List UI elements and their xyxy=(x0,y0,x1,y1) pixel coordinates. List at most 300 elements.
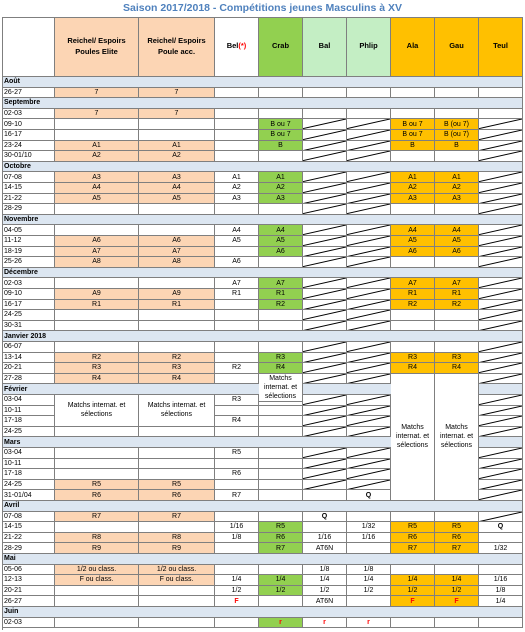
data-cell: A6 xyxy=(435,247,479,258)
data-cell: R6 xyxy=(215,469,259,480)
data-cell: B xyxy=(391,141,435,152)
data-cell xyxy=(303,289,347,300)
data-cell xyxy=(259,109,303,120)
data-cell xyxy=(139,119,215,130)
month-header: Décembre xyxy=(2,268,523,279)
data-cell xyxy=(215,88,259,99)
data-cell: R3 xyxy=(139,363,215,374)
data-cell: R1 xyxy=(215,289,259,300)
data-cell xyxy=(347,141,391,152)
slash-mark xyxy=(347,374,390,384)
data-cell xyxy=(347,406,391,417)
slash-mark xyxy=(303,183,346,193)
data-cell: Q xyxy=(347,490,391,501)
slash-mark xyxy=(479,300,522,310)
competition-calendar-table xyxy=(2,17,523,630)
data-cell xyxy=(479,247,523,258)
data-cell: A4 xyxy=(139,183,215,194)
slash-mark xyxy=(303,289,346,299)
data-cell xyxy=(303,183,347,194)
data-cell: 1/2 ou class. xyxy=(139,565,215,576)
data-cell xyxy=(55,119,139,130)
data-cell xyxy=(303,257,347,268)
data-cell: A4 xyxy=(391,225,435,236)
slash-mark xyxy=(479,130,522,140)
data-cell xyxy=(347,395,391,406)
header-teul: Teul xyxy=(479,17,523,77)
data-cell: A4 xyxy=(215,225,259,236)
slash-mark xyxy=(347,300,390,310)
data-cell: A5 xyxy=(139,194,215,205)
data-cell: A2 xyxy=(55,151,139,162)
date-cell: 20-21 xyxy=(2,586,55,597)
date-cell: 21-22 xyxy=(2,194,55,205)
data-cell: B xyxy=(435,141,479,152)
data-cell xyxy=(479,119,523,130)
data-cell xyxy=(139,448,215,459)
data-cell xyxy=(347,88,391,99)
data-cell: A3 xyxy=(215,194,259,205)
data-cell: A2 xyxy=(391,183,435,194)
slash-mark xyxy=(303,310,346,320)
header-date xyxy=(2,17,55,77)
slash-mark xyxy=(479,490,522,500)
date-cell: 07-08 xyxy=(2,172,55,183)
slash-mark xyxy=(347,459,390,469)
data-cell: R3 xyxy=(259,353,303,364)
data-cell xyxy=(303,236,347,247)
data-cell: R2 xyxy=(139,353,215,364)
data-cell: A1 xyxy=(391,172,435,183)
data-cell xyxy=(347,374,391,385)
data-cell xyxy=(347,204,391,215)
data-cell xyxy=(303,88,347,99)
data-cell: A3 xyxy=(55,172,139,183)
slash-mark xyxy=(347,469,390,479)
data-cell: B xyxy=(259,141,303,152)
month-header: Octobre xyxy=(2,162,523,173)
slash-mark xyxy=(479,374,522,384)
data-cell xyxy=(479,490,523,501)
data-cell: 1/4 xyxy=(479,596,523,607)
data-cell xyxy=(215,119,259,130)
date-cell: 24-25 xyxy=(2,310,55,321)
data-cell: A1 xyxy=(55,141,139,152)
month-header: Juin xyxy=(2,607,523,618)
data-cell: 1/16 xyxy=(303,533,347,544)
slash-mark xyxy=(347,204,390,214)
data-cell xyxy=(303,194,347,205)
data-cell xyxy=(479,310,523,321)
data-cell xyxy=(55,310,139,321)
data-cell: 1/16 xyxy=(479,575,523,586)
data-cell xyxy=(215,353,259,364)
data-cell xyxy=(259,427,303,438)
data-cell: r xyxy=(347,618,391,629)
data-cell: R4 xyxy=(215,416,259,427)
data-cell xyxy=(347,427,391,438)
slash-mark xyxy=(479,289,522,299)
data-cell: R7 xyxy=(435,543,479,554)
slash-mark xyxy=(303,416,346,426)
header-bel-note: (*) xyxy=(238,41,247,51)
date-cell: 25-26 xyxy=(2,257,55,268)
slash-mark xyxy=(303,204,346,214)
data-cell xyxy=(479,565,523,576)
date-cell: 02-03 xyxy=(2,278,55,289)
data-cell: 1/2 xyxy=(435,586,479,597)
data-cell xyxy=(435,512,479,523)
data-cell xyxy=(303,109,347,120)
slash-mark xyxy=(479,204,522,214)
date-cell: 23-24 xyxy=(2,141,55,152)
data-cell xyxy=(215,151,259,162)
data-cell xyxy=(55,427,139,438)
data-cell xyxy=(139,459,215,470)
data-cell: A7 xyxy=(391,278,435,289)
data-cell xyxy=(435,151,479,162)
data-cell: R2 xyxy=(215,363,259,374)
data-cell xyxy=(215,141,259,152)
data-cell: R2 xyxy=(391,300,435,311)
date-cell: 21-22 xyxy=(2,533,55,544)
date-cell: 12-13 xyxy=(2,575,55,586)
data-cell: 1/2 xyxy=(215,586,259,597)
slash-mark xyxy=(479,183,522,193)
slash-mark xyxy=(347,448,390,458)
data-cell: r xyxy=(259,618,303,629)
data-cell xyxy=(55,596,139,607)
data-cell xyxy=(139,427,215,438)
data-cell xyxy=(259,448,303,459)
date-cell: 13-14 xyxy=(2,353,55,364)
slash-mark xyxy=(479,119,522,129)
data-cell xyxy=(139,130,215,141)
month-header: Février xyxy=(2,384,523,395)
slash-mark xyxy=(303,225,346,235)
slash-mark xyxy=(479,194,522,204)
merged-matchs-internat-cell: Matchs internat. et sélections xyxy=(259,374,303,402)
data-cell xyxy=(139,278,215,289)
data-cell xyxy=(347,109,391,120)
data-cell xyxy=(215,618,259,629)
header-reichel-acc: Reichel/ Espoirs Poule acc. xyxy=(139,17,215,77)
data-cell: A6 xyxy=(215,257,259,268)
data-cell: A8 xyxy=(55,257,139,268)
data-cell xyxy=(215,374,259,385)
data-cell: 1/8 xyxy=(479,586,523,597)
data-cell xyxy=(479,353,523,364)
header-phlip: Phlip xyxy=(347,17,391,77)
data-cell: A2 xyxy=(435,183,479,194)
data-cell: A9 xyxy=(139,289,215,300)
slash-mark xyxy=(303,236,346,246)
data-cell: A6 xyxy=(139,236,215,247)
data-cell xyxy=(259,151,303,162)
data-cell: B ou 7 xyxy=(259,130,303,141)
data-cell xyxy=(259,469,303,480)
slash-mark xyxy=(347,130,390,140)
data-cell: 1/4 xyxy=(347,575,391,586)
date-cell: 04-05 xyxy=(2,225,55,236)
date-cell: 24-25 xyxy=(2,427,55,438)
data-cell xyxy=(215,300,259,311)
slash-mark xyxy=(303,469,346,479)
header-bel-label: Bel xyxy=(226,41,239,51)
data-cell xyxy=(479,225,523,236)
data-cell xyxy=(347,448,391,459)
data-cell xyxy=(347,278,391,289)
date-cell: 18-19 xyxy=(2,247,55,258)
data-cell: 1/32 xyxy=(479,543,523,554)
data-cell: 7 xyxy=(139,109,215,120)
data-cell: R6 xyxy=(55,490,139,501)
data-cell xyxy=(303,406,347,417)
data-cell xyxy=(303,490,347,501)
data-cell xyxy=(55,522,139,533)
data-cell: A1 xyxy=(435,172,479,183)
slash-mark xyxy=(303,342,346,352)
data-cell xyxy=(347,469,391,480)
data-cell xyxy=(303,172,347,183)
data-cell xyxy=(391,204,435,215)
slash-mark xyxy=(303,130,346,140)
slash-mark xyxy=(303,395,346,405)
date-cell: 14-15 xyxy=(2,183,55,194)
data-cell xyxy=(55,586,139,597)
slash-mark xyxy=(303,480,346,490)
data-cell: R6 xyxy=(391,533,435,544)
data-cell xyxy=(139,522,215,533)
date-cell: 03-04 xyxy=(2,395,55,406)
data-cell: R2 xyxy=(435,300,479,311)
date-cell: 02-03 xyxy=(2,109,55,120)
data-cell xyxy=(391,109,435,120)
data-cell: A4 xyxy=(55,183,139,194)
data-cell: 1/8 xyxy=(303,565,347,576)
data-cell: 1/2 ou class. xyxy=(55,565,139,576)
header-bel xyxy=(215,17,259,77)
data-cell xyxy=(479,406,523,417)
date-cell: 17-18 xyxy=(2,469,55,480)
data-cell xyxy=(347,183,391,194)
data-cell xyxy=(391,257,435,268)
data-cell xyxy=(391,565,435,576)
data-cell xyxy=(215,109,259,120)
slash-mark xyxy=(347,236,390,246)
data-cell xyxy=(391,151,435,162)
data-cell: AT6N xyxy=(303,543,347,554)
slash-mark xyxy=(303,374,346,384)
data-cell: A2 xyxy=(139,151,215,162)
data-cell xyxy=(347,310,391,321)
data-cell xyxy=(139,342,215,353)
slash-mark xyxy=(303,353,346,363)
data-cell xyxy=(259,406,303,417)
data-cell: 1/8 xyxy=(347,565,391,576)
date-cell: 27-28 xyxy=(2,374,55,385)
slash-mark xyxy=(479,321,522,331)
data-cell: A4 xyxy=(259,225,303,236)
data-cell xyxy=(259,480,303,491)
data-cell xyxy=(215,543,259,554)
page-title: Saison 2017/2018 - Compétitions jeunes Masculins à XV xyxy=(123,2,402,14)
date-cell: 17-18 xyxy=(2,416,55,427)
header-crab: Crab xyxy=(259,17,303,77)
header-gau: Gau xyxy=(435,17,479,77)
data-cell xyxy=(303,522,347,533)
data-cell xyxy=(479,618,523,629)
data-cell xyxy=(435,342,479,353)
data-cell xyxy=(259,204,303,215)
data-cell xyxy=(479,151,523,162)
data-cell: A7 xyxy=(139,247,215,258)
date-cell: 09-10 xyxy=(2,119,55,130)
slash-mark xyxy=(303,448,346,458)
slash-mark xyxy=(347,321,390,331)
data-cell: R4 xyxy=(391,363,435,374)
data-cell: Q xyxy=(303,512,347,523)
data-cell: A3 xyxy=(435,194,479,205)
slash-mark xyxy=(303,172,346,182)
data-cell xyxy=(435,618,479,629)
data-cell xyxy=(215,565,259,576)
data-cell xyxy=(259,88,303,99)
month-header: Septembre xyxy=(2,98,523,109)
data-cell: 1/4 xyxy=(303,575,347,586)
date-cell: 10-11 xyxy=(2,406,55,417)
data-cell: R1 xyxy=(139,300,215,311)
data-cell xyxy=(347,459,391,470)
data-cell xyxy=(435,257,479,268)
data-cell xyxy=(139,321,215,332)
data-cell: 1/16 xyxy=(347,533,391,544)
data-cell xyxy=(55,469,139,480)
data-cell: F xyxy=(435,596,479,607)
data-cell xyxy=(347,321,391,332)
slash-mark xyxy=(479,342,522,352)
data-cell: A3 xyxy=(139,172,215,183)
data-cell xyxy=(139,310,215,321)
data-cell xyxy=(259,416,303,427)
data-cell xyxy=(347,194,391,205)
data-cell xyxy=(303,448,347,459)
data-cell xyxy=(347,543,391,554)
data-cell: R9 xyxy=(139,543,215,554)
data-cell: R7 xyxy=(55,512,139,523)
data-cell: B ou 7 xyxy=(391,119,435,130)
data-cell xyxy=(479,130,523,141)
data-cell xyxy=(303,151,347,162)
data-cell xyxy=(303,141,347,152)
slash-mark xyxy=(347,363,390,373)
slash-mark xyxy=(303,151,346,161)
data-cell xyxy=(479,363,523,374)
data-cell: R4 xyxy=(259,363,303,374)
data-cell xyxy=(391,512,435,523)
data-cell xyxy=(347,353,391,364)
data-cell: R6 xyxy=(435,533,479,544)
data-cell: R5 xyxy=(55,480,139,491)
data-cell xyxy=(259,257,303,268)
month-header: Janvier 2018 xyxy=(2,331,523,342)
data-cell xyxy=(55,618,139,629)
month-header: Avril xyxy=(2,501,523,512)
slash-mark xyxy=(479,236,522,246)
data-cell: 1/2 xyxy=(347,586,391,597)
data-cell xyxy=(303,480,347,491)
data-cell xyxy=(347,512,391,523)
data-cell xyxy=(259,490,303,501)
data-cell: R9 xyxy=(55,543,139,554)
data-cell xyxy=(259,310,303,321)
data-cell xyxy=(479,204,523,215)
data-cell: B ou 7 xyxy=(259,119,303,130)
data-cell: R6 xyxy=(259,533,303,544)
date-cell: 30-31 xyxy=(2,321,55,332)
data-cell: A5 xyxy=(55,194,139,205)
data-cell xyxy=(435,321,479,332)
date-cell: 24-25 xyxy=(2,480,55,491)
data-cell: 1/4 xyxy=(215,575,259,586)
slash-mark xyxy=(347,183,390,193)
slash-mark xyxy=(347,310,390,320)
date-cell: 10-11 xyxy=(2,459,55,470)
data-cell: R2 xyxy=(55,353,139,364)
data-cell: A7 xyxy=(259,278,303,289)
data-cell xyxy=(347,300,391,311)
data-cell xyxy=(479,512,523,523)
data-cell xyxy=(347,151,391,162)
data-cell xyxy=(479,374,523,385)
date-cell: 31-01/04 xyxy=(2,490,55,501)
slash-mark xyxy=(347,119,390,129)
date-cell: 30-01/10 xyxy=(2,151,55,162)
slash-mark xyxy=(347,480,390,490)
data-cell: 1/4 xyxy=(391,575,435,586)
data-cell xyxy=(391,618,435,629)
data-cell: R5 xyxy=(259,522,303,533)
data-cell xyxy=(303,119,347,130)
data-cell xyxy=(259,342,303,353)
data-cell: R1 xyxy=(435,289,479,300)
date-cell: 06-07 xyxy=(2,342,55,353)
data-cell xyxy=(479,109,523,120)
slash-mark xyxy=(347,141,390,151)
data-cell: F ou class. xyxy=(55,575,139,586)
slash-mark xyxy=(303,363,346,373)
data-cell: R6 xyxy=(139,490,215,501)
slash-mark xyxy=(303,406,346,416)
data-cell xyxy=(347,257,391,268)
data-cell: A6 xyxy=(55,236,139,247)
date-cell: 07-08 xyxy=(2,512,55,523)
data-cell xyxy=(303,353,347,364)
data-cell: A8 xyxy=(139,257,215,268)
data-cell xyxy=(347,225,391,236)
date-cell: 09-10 xyxy=(2,289,55,300)
data-cell xyxy=(55,278,139,289)
data-cell: 1/4 xyxy=(259,575,303,586)
header-ala: Ala xyxy=(391,17,435,77)
data-cell xyxy=(215,247,259,258)
slash-mark xyxy=(303,141,346,151)
month-header: Novembre xyxy=(2,215,523,226)
data-cell xyxy=(435,204,479,215)
slash-mark xyxy=(347,151,390,161)
data-cell xyxy=(139,204,215,215)
data-cell xyxy=(347,247,391,258)
